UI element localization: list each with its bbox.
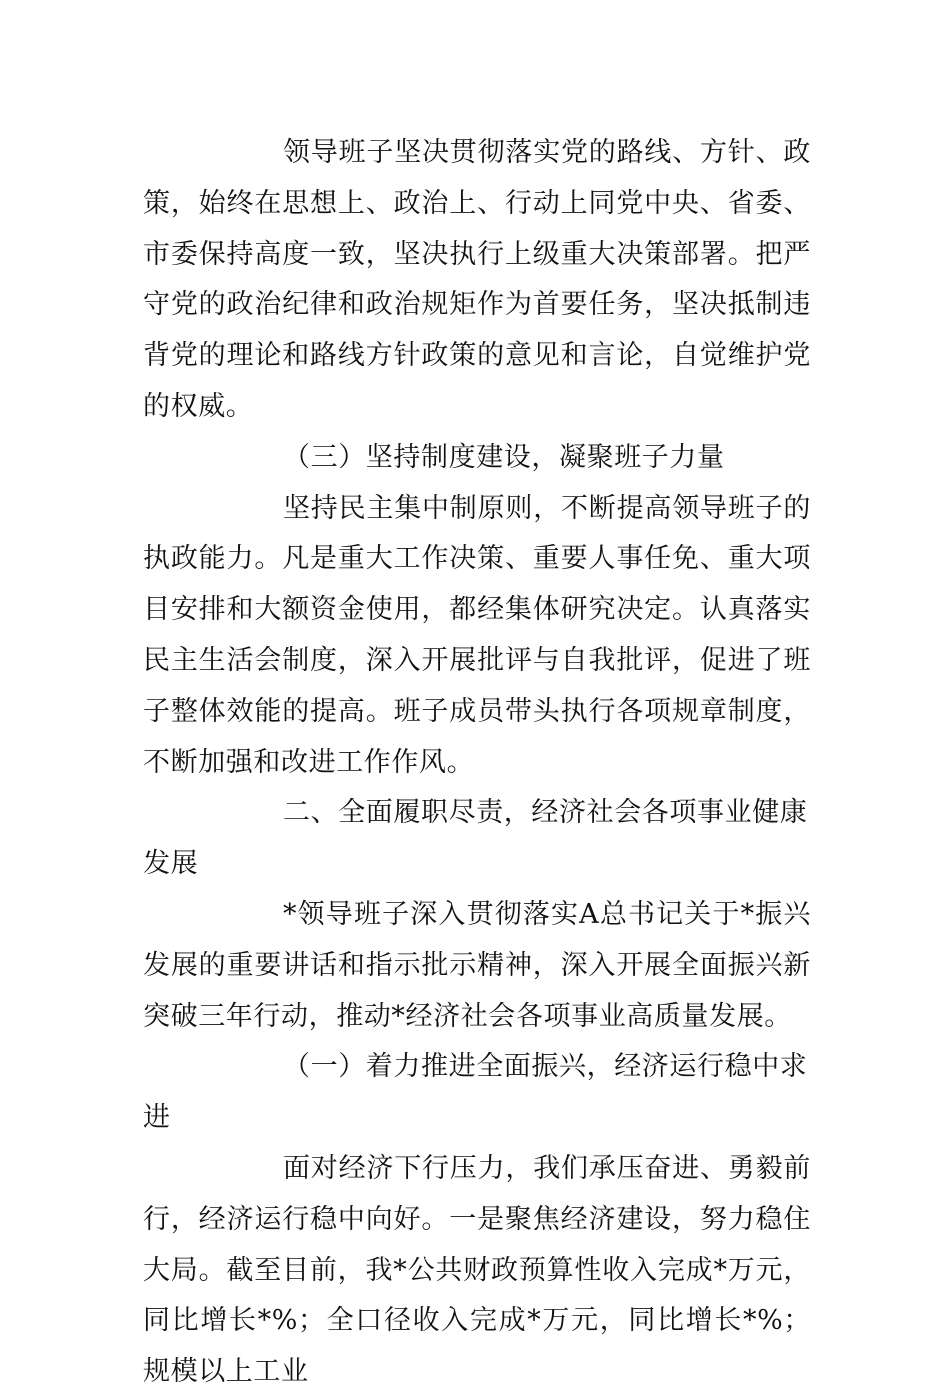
document-body: [143, 128, 811, 1398]
paragraph-revitalization: *领导班子深入贯彻落实A总书记关于*振兴发展的重要讲话和指示批示精神，深入开展全面振兴新突破三年行动，推动*经济社会各项事业高质量发展。: [143, 898, 811, 1032]
paragraph-democratic-centralism: 坚持民主集中制原则，不断提高领导班子的执政能力。凡是重大工作决策、重要人事任免、重大项目安排和大额资金使用，都经集体研究决定。认真落实民主生活会制度，深入开展批评与自我批评，促进了班子整体效能的提高。班子成员带头执行各项规章制度，不断加强和改进工作作风。: [143, 492, 811, 778]
section-heading-economy: （一）着力推进全面振兴，经济运行稳中求进: [143, 1051, 808, 1134]
section-heading-duties: 二、全面履职尽责，经济社会各项事业健康发展: [143, 797, 808, 880]
section-heading-system-building: （三）坚持制度建设，凝聚班子力量: [283, 441, 725, 473]
paragraph-party-line: 领导班子坚决贯彻落实党的路线、方针、政策，始终在思想上、政治上、行动上同党中央、省委、市委保持高度一致，坚决执行上级重大决策部署。把严守党的政治纪律和政治规矩作为首要任务，坚决抵制违背党的理论和路线方针政策的意见和言论，自觉维护党的权威。: [143, 137, 811, 422]
paragraph-economic-pressure: 面对经济下行压力，我们承压奋进、勇毅前行，经济运行稳中向好。一是聚焦经济建设，努力稳住大局。截至目前，我*公共财政预算性收入完成*万元，同比增长*%；全口径收入完成*万元，同比增长*%；规模以上工业: [143, 1152, 811, 1388]
